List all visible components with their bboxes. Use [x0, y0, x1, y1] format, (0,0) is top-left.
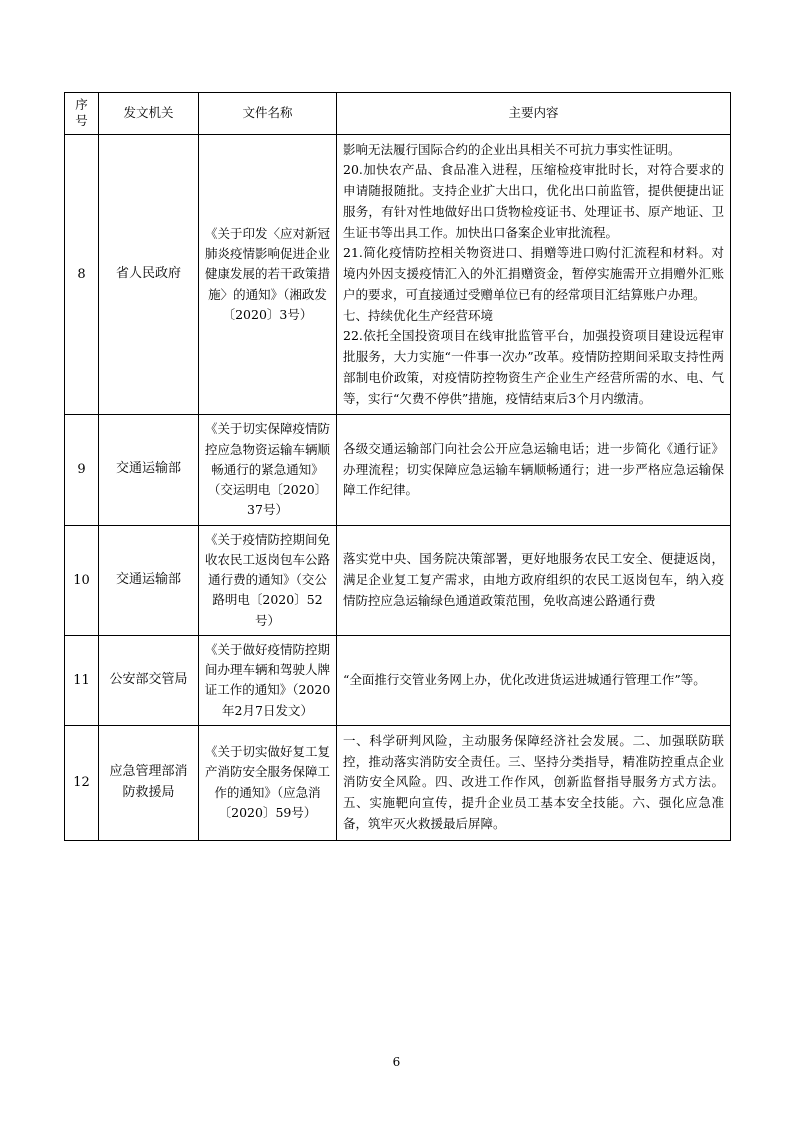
- content-paragraph: 影响无法履行国际合约的企业出具相关不可抗力事实性证明。: [343, 141, 681, 157]
- row-filename: 《关于切实做好复工复产消防安全服务保障工作的通知》（应急消〔2020〕59号）: [199, 725, 337, 840]
- row-organization: 交通运输部: [99, 525, 199, 635]
- row-sequence: 9: [65, 415, 99, 525]
- row-sequence: 11: [65, 635, 99, 725]
- table-row: [65, 525, 731, 635]
- table-header-row: [65, 93, 731, 135]
- column-header-sequence: [65, 93, 99, 135]
- column-header-maincontent: 主要内容: [337, 93, 731, 135]
- row-maincontent: [337, 725, 731, 840]
- row-maincontent: [337, 525, 731, 635]
- row-sequence: 12: [65, 725, 99, 840]
- row-filename: 《关于印发〈应对新冠肺炎疫情影响促进企业健康发展的若干政策措施〉的通知》（湘政发〔2020〕3号）: [199, 134, 337, 415]
- content-paragraph: 20.加快农产品、食品准入进程，压缩检疫审批时长，对符合要求的申请随报随批。支持企业扩大出口，优化出口前监管，提供便捷出证服务，有针对性地做好出口货物检疫证书、处理证书、原产地证、卫生证书等出具工作。加快出口备案企业审批流程。: [343, 162, 724, 240]
- row-maincontent: [337, 635, 731, 725]
- table-body: [65, 134, 731, 840]
- row-sequence: 10: [65, 525, 99, 635]
- table-row: [65, 415, 731, 525]
- row-filename: 《关于切实保障疫情防控应急物资运输车辆顺畅通行的紧急通知》（交运明电〔2020〕37号）: [199, 415, 337, 525]
- policy-document-table: [64, 92, 731, 841]
- table-row: [65, 134, 731, 415]
- content-paragraph: 21.简化疫情防控相关物资进口、捐赠等进口购付汇流程和材料。对境内外因支援疫情汇入的外汇捐赠资金，暂停实施需开立捐赠外汇账户的要求，可直接通过受赠单位已有的经常项目汇结算账户办理。: [343, 245, 724, 302]
- page-number: 6: [392, 1055, 401, 1069]
- row-filename: 《关于做好疫情防控期间办理车辆和驾驶人牌证工作的通知》（2020年2月7日发文）: [199, 635, 337, 725]
- row-organization: 公安部交管局: [99, 635, 199, 725]
- column-header-organization: 发文机关: [99, 93, 199, 135]
- row-organization: 应急管理部消防救援局: [99, 725, 199, 840]
- content-paragraph: 落实党中央、国务院决策部署，更好地服务农民工安全、便捷返岗，满足企业复工复产需求，由地方政府组织的农民工返岗包车，纳入疫情防控应急运输绿色通道政策范围，免收高速公路通行费: [343, 551, 724, 608]
- content-paragraph: 各级交通运输部门向社会公开应急运输电话；进一步简化《通行证》办理流程；切实保障应急运输车辆顺畅通行；进一步严格应急运输保障工作纪律。: [343, 440, 724, 498]
- row-organization: 交通运输部: [99, 415, 199, 525]
- row-filename: 《关于疫情防控期间免收农民工返岗包车公路通行费的通知》（交公路明电〔2020〕52号）: [199, 525, 337, 635]
- content-paragraph: “全面推行交管业务网上办，优化改进货运进城通行管理工作”等。: [343, 671, 706, 687]
- content-paragraph: 一、科学研判风险，主动服务保障经济社会发展。二、加强联防联控，推动落实消防安全责任。三、坚持分类指导，精准防控重点企业消防安全风险。四、改进工作作风，创新监督指导服务方式方法。五、实施靶向宣传，提升企业员工基本安全技能。六、强化应急准备，筑牢灭火救援最后屏障。: [343, 732, 724, 831]
- row-sequence: 8: [65, 134, 99, 415]
- column-header-sequence-line1: 序: [75, 97, 88, 112]
- table-header: [65, 93, 731, 135]
- row-maincontent: [337, 415, 731, 525]
- content-paragraph: 22.依托全国投资项目在线审批监管平台，加强投资项目建设远程审批服务，大力实施“一件事一次办”改革。疫情防控期间采取支持性两部制电价政策，对疫情防控物资生产企业生产经营所需的水、电、气等，实行“欠费不停供”措施，疫情结束后3个月内缴清。: [343, 328, 724, 406]
- column-header-filename: 文件名称: [199, 93, 337, 135]
- table-row: [65, 725, 731, 840]
- column-header-sequence-line2: 号: [75, 113, 88, 129]
- table-row: [65, 635, 731, 725]
- content-paragraph: 七、持续优化生产经营环境: [343, 307, 494, 323]
- row-maincontent: [337, 134, 731, 415]
- row-organization: 省人民政府: [99, 134, 199, 415]
